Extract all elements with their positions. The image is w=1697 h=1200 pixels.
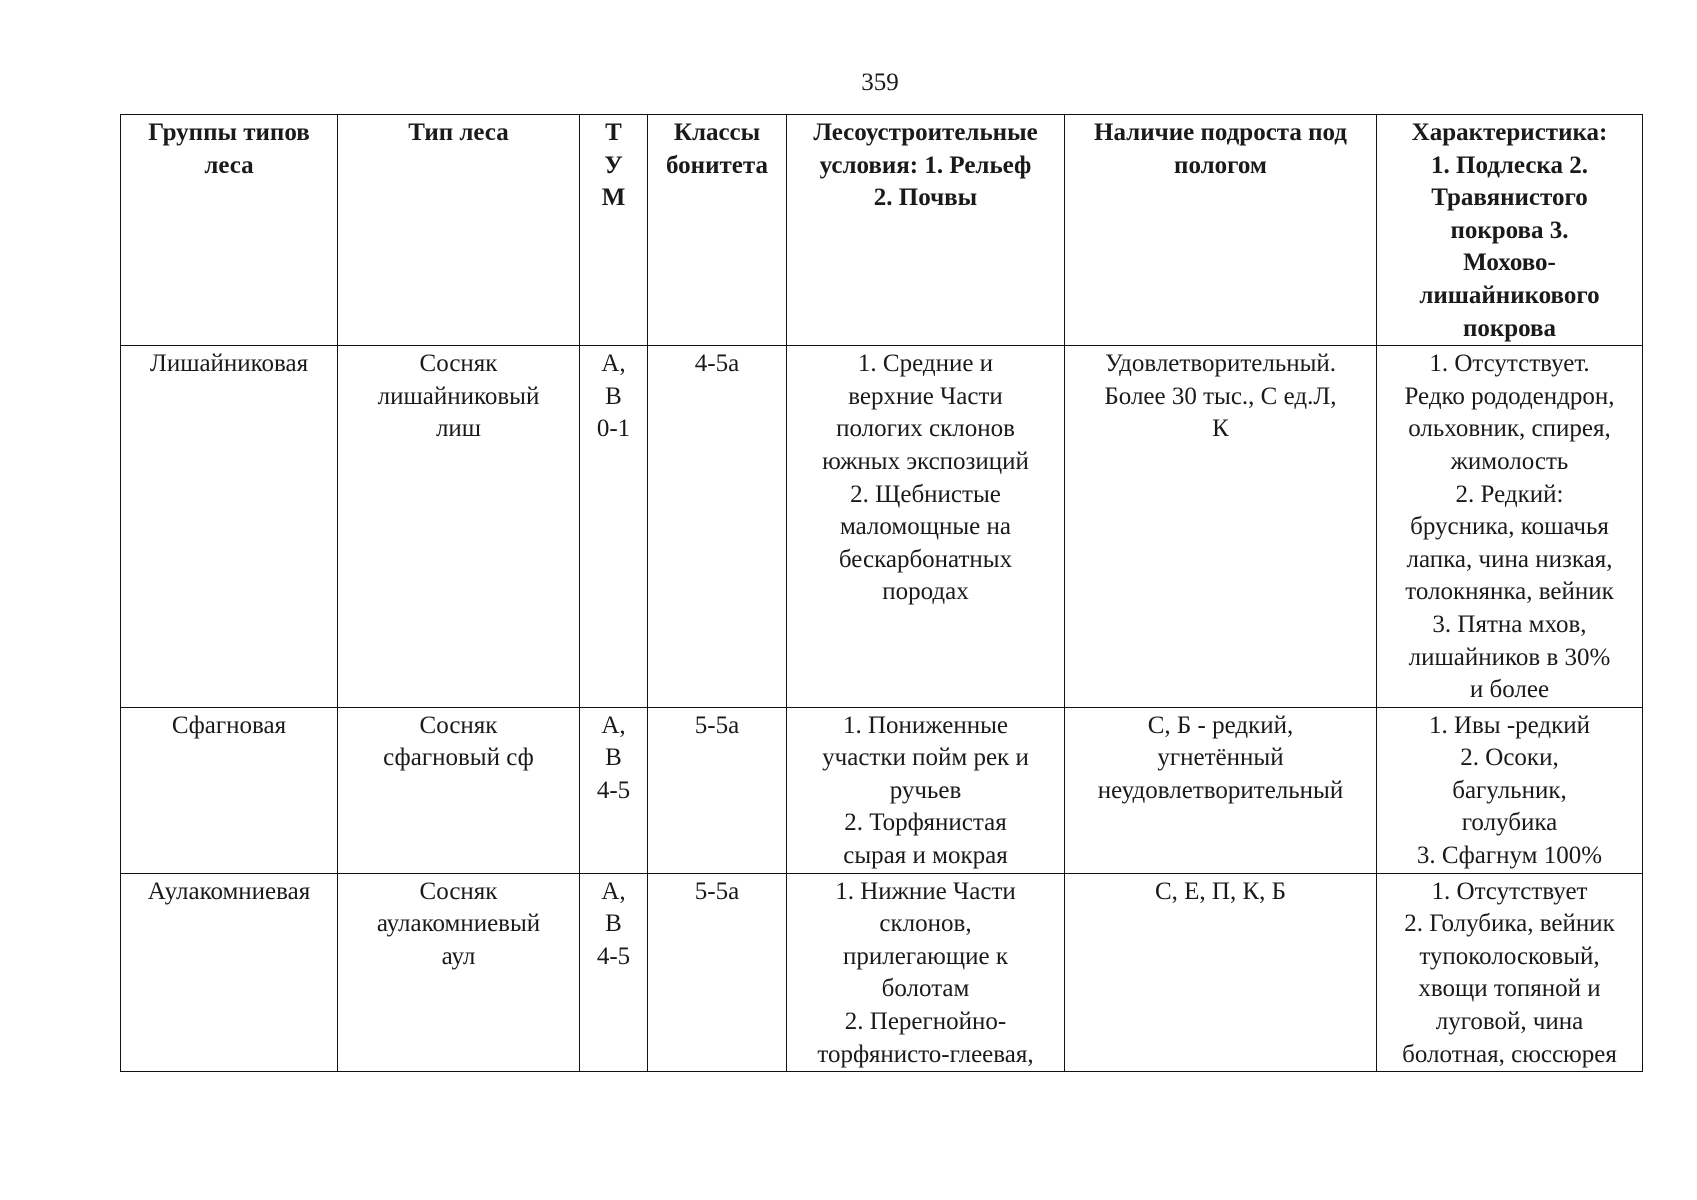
- cell-text-line: 2. Голубика, вейник: [1404, 910, 1615, 938]
- cell-text-line: 4-5: [596, 942, 631, 970]
- cell-text-line: болотам: [881, 975, 970, 1003]
- cell-text-line: Наличие подроста под: [1094, 119, 1347, 146]
- cell-text-line: прилегающие к: [843, 942, 1008, 970]
- cell-bonitet-class: [648, 873, 787, 1072]
- cell-text-line: бонитета: [666, 151, 768, 179]
- cell-tum: [580, 346, 648, 708]
- cell-text-line: жимолость: [1450, 447, 1569, 475]
- cell-text-line: С, Б - редкий,: [1147, 711, 1294, 739]
- cell-forest-conditions: [787, 707, 1065, 873]
- cell-text-line: А,: [601, 877, 626, 905]
- cell-text-line: пологих склонов: [836, 415, 1015, 443]
- cell-text-line: 2. Щебнистые: [850, 480, 1001, 508]
- cell-forest-type: [338, 873, 580, 1072]
- cell-text-line: бескарбонатных: [838, 545, 1013, 573]
- cell-forest-group: [121, 873, 338, 1072]
- cell-text-line: багульник,: [1452, 776, 1567, 804]
- cell-text-line: сфагновый сф: [383, 744, 534, 772]
- cell-text-line: покрова 3.: [1450, 216, 1569, 244]
- cell-text-line: пологом: [1174, 151, 1267, 179]
- cell-text-line: К: [1212, 415, 1229, 443]
- cell-text-line: Сфагновая: [171, 711, 287, 739]
- cell-text-line: ручьев: [889, 776, 962, 804]
- cell-text-line: Сосняк: [419, 877, 498, 905]
- table-row: [121, 346, 1643, 708]
- cell-text-line: 1. Ивы -редкий: [1428, 711, 1591, 739]
- cell-text-line: Группы типов: [148, 119, 310, 146]
- forest-types-table: [120, 114, 1643, 1072]
- cell-forest-conditions: [787, 873, 1065, 1072]
- cell-text-line: 1. Отсутствует.: [1429, 350, 1590, 378]
- cell-text-line: Удовлетворительный.: [1104, 350, 1337, 378]
- cell-text-line: и более: [1469, 676, 1550, 704]
- cell-text-line: угнетённый: [1157, 744, 1284, 772]
- cell-text-line: хвощи топяной и: [1418, 975, 1601, 1003]
- cell-text-line: Лишайниковая: [149, 350, 309, 378]
- header-characteristics: [1377, 115, 1643, 346]
- header-forest-conditions: [787, 115, 1065, 346]
- cell-text-line: У: [604, 151, 623, 179]
- cell-forest-type: [338, 707, 580, 873]
- cell-tum: [580, 707, 648, 873]
- header-forest-type: [338, 115, 580, 346]
- cell-characteristics: [1377, 346, 1643, 708]
- cell-text-line: 2. Почвы: [873, 184, 978, 212]
- cell-text-line: В: [605, 744, 622, 772]
- cell-characteristics: [1377, 873, 1643, 1072]
- cell-text-line: верхние Части: [848, 382, 1003, 410]
- cell-text-line: 1. Подлеска 2.: [1431, 151, 1588, 179]
- cell-text-line: А,: [601, 711, 626, 739]
- cell-text-line: Тип леса: [408, 119, 509, 146]
- cell-text-line: Травянистого: [1431, 184, 1588, 212]
- cell-text-line: 1. Средние и: [857, 350, 994, 378]
- header-bonitet-class: [648, 115, 787, 346]
- cell-text-line: 4-5а: [694, 350, 740, 378]
- cell-text-line: лишайниковый: [377, 382, 540, 410]
- cell-text-line: Сосняк: [419, 350, 498, 378]
- cell-text-line: 2. Редкий:: [1455, 480, 1564, 508]
- cell-text-line: южных экспозиций: [822, 447, 1029, 475]
- cell-text-line: маломощные на: [839, 513, 1012, 541]
- cell-text-line: склонов,: [879, 910, 972, 938]
- cell-text-line: Классы: [673, 119, 761, 146]
- page-number: 359: [861, 69, 899, 96]
- cell-text-line: сырая и мокрая: [843, 842, 1008, 870]
- cell-undergrowth: [1065, 873, 1377, 1072]
- table-row: [121, 707, 1643, 873]
- cell-text-line: 0-1: [596, 415, 631, 443]
- cell-text-line: 4-5: [596, 776, 631, 804]
- cell-text-line: С, Е, П, К, Б: [1154, 877, 1287, 905]
- cell-text-line: толокнянка, вейник: [1405, 578, 1614, 606]
- cell-text-line: аулакомниевый: [376, 910, 541, 938]
- cell-text-line: лиш: [435, 415, 482, 443]
- cell-text-line: неудовлетворительный: [1097, 776, 1344, 804]
- cell-text-line: тупоколосковый,: [1419, 942, 1600, 970]
- cell-text-line: 3. Сфагнум 100%: [1416, 842, 1603, 870]
- cell-text-line: брусника, кошачья: [1410, 513, 1609, 541]
- cell-text-line: условия: 1. Рельеф: [819, 151, 1032, 179]
- cell-forest-group: [121, 707, 338, 873]
- cell-text-line: лапка, чина низкая,: [1406, 545, 1613, 573]
- cell-text-line: участки пойм рек и: [822, 744, 1029, 772]
- cell-text-line: Редко рододендрон,: [1404, 382, 1615, 410]
- cell-text-line: 3. Пятна мхов,: [1432, 610, 1587, 638]
- cell-text-line: 2. Перегнойно-: [844, 1008, 1007, 1036]
- cell-text-line: 5-5а: [694, 711, 740, 739]
- header-undergrowth: [1065, 115, 1377, 346]
- cell-forest-type: [338, 346, 580, 708]
- cell-characteristics: [1377, 707, 1643, 873]
- cell-text-line: леса: [204, 151, 254, 179]
- cell-bonitet-class: [648, 707, 787, 873]
- cell-text-line: 5-5а: [694, 877, 740, 905]
- cell-text-line: Аулакомниевая: [147, 877, 311, 905]
- cell-text-line: голубика: [1461, 809, 1558, 837]
- cell-text-line: 2. Торфянистая: [844, 809, 1007, 837]
- cell-bonitet-class: [648, 346, 787, 708]
- cell-text-line: болотная, сюссюрея: [1402, 1040, 1617, 1068]
- cell-text-line: аул: [441, 942, 476, 970]
- cell-undergrowth: [1065, 707, 1377, 873]
- cell-text-line: 1. Пониженные: [842, 711, 1008, 739]
- cell-text-line: Более 30 тыс., С ед.Л,: [1104, 382, 1337, 410]
- cell-text-line: торфянисто-глеевая,: [817, 1040, 1034, 1068]
- cell-text-line: покрова: [1462, 314, 1557, 342]
- cell-text-line: луговой, чина: [1435, 1008, 1584, 1036]
- cell-forest-conditions: [787, 346, 1065, 708]
- cell-text-line: 1. Нижние Части: [835, 877, 1016, 905]
- cell-text-line: лишайников в 30%: [1408, 643, 1611, 671]
- cell-undergrowth: [1065, 346, 1377, 708]
- cell-text-line: лишайникового: [1419, 281, 1600, 309]
- cell-tum: [580, 873, 648, 1072]
- cell-text-line: 1. Отсутствует: [1431, 877, 1588, 905]
- cell-text-line: М: [601, 184, 626, 212]
- header-tum: [580, 115, 648, 346]
- cell-text-line: Лесоустроительные: [813, 119, 1038, 146]
- cell-text-line: Мохово-: [1463, 249, 1556, 277]
- cell-text-line: В: [605, 382, 622, 410]
- cell-text-line: ольховник, спирея,: [1408, 415, 1611, 443]
- cell-text-line: А,: [601, 350, 626, 378]
- cell-text-line: Сосняк: [419, 711, 498, 739]
- cell-forest-group: [121, 346, 338, 708]
- header-row: [121, 115, 1643, 346]
- table-row: [121, 873, 1643, 1072]
- cell-text-line: Т: [605, 119, 622, 146]
- cell-text-line: 2. Осоки,: [1460, 744, 1559, 772]
- header-forest-group: [121, 115, 338, 346]
- cell-text-line: породах: [882, 578, 969, 606]
- cell-text-line: Характеристика:: [1411, 119, 1608, 146]
- cell-text-line: В: [605, 910, 622, 938]
